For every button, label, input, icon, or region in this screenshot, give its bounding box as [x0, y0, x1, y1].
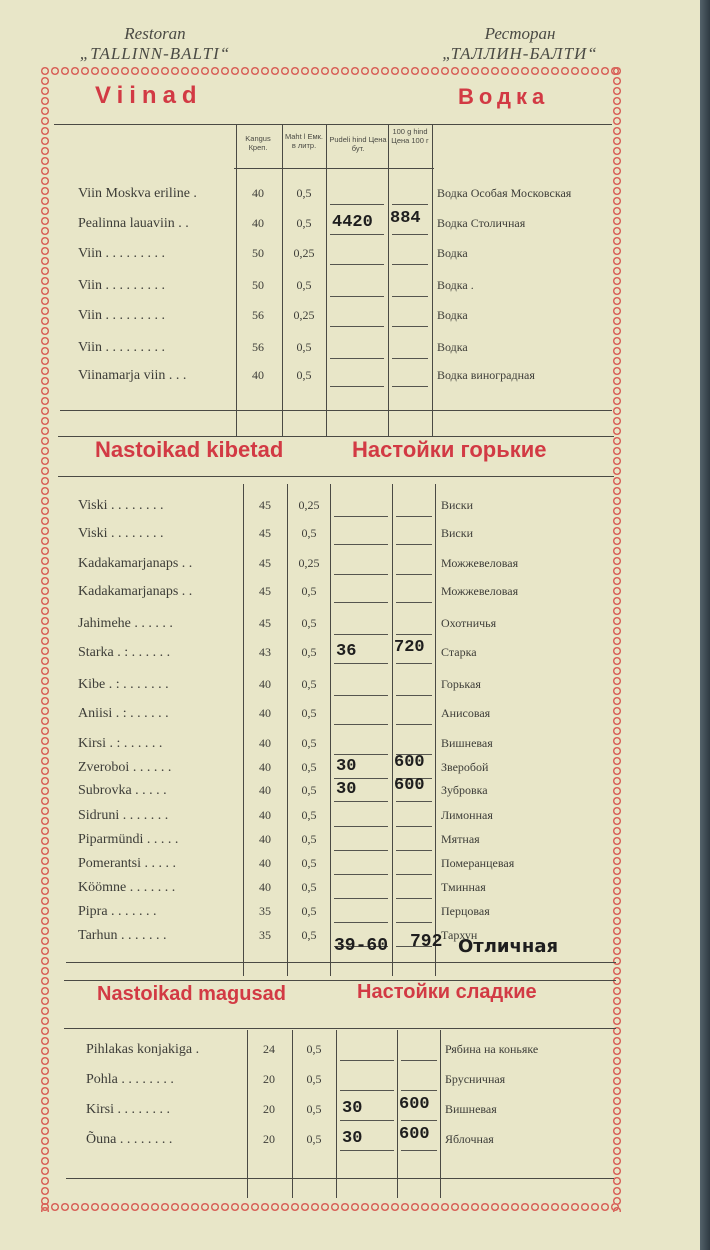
volume-value: 0,5 [306, 1132, 322, 1146]
100g-price-blank [401, 1060, 437, 1061]
volume-value: 0,5 [301, 645, 317, 659]
strength-value: 40 [259, 808, 271, 822]
menu-item-row [0, 706, 700, 734]
100g-price-blank [396, 801, 432, 802]
item-name-ru: Виски [441, 526, 474, 540]
item-name-ru: Вишневая [445, 1102, 497, 1116]
menu-item-row [0, 1125, 700, 1160]
volume-value: 0,5 [301, 760, 317, 774]
item-name-et: Õuna . . . . . . . . [86, 1132, 173, 1147]
menu-item-row [0, 677, 700, 705]
volume-value: 0,25 [298, 498, 320, 512]
100g-price-blank [396, 574, 432, 575]
item-name-et: Viin . . . . . . . . . [78, 308, 166, 323]
menu-item-row [0, 1042, 700, 1070]
volume-value: 0,25 [293, 308, 315, 322]
ornament-border-top [40, 66, 620, 76]
strength-value: 20 [263, 1102, 275, 1116]
100g-price-blank [396, 516, 432, 517]
item-name-et: Pihlakas konjakiga . [86, 1042, 200, 1057]
bottle-price: 36 [336, 642, 357, 661]
restaurant-name-et: „TALLINN-BALTI“ [79, 44, 231, 63]
item-name-ru: Водка Столичная [437, 216, 526, 230]
menu-item-row [0, 308, 700, 336]
100g-price-extra: 792 [410, 932, 443, 952]
menu-item-row [0, 1095, 700, 1130]
menu-item-row [0, 186, 700, 214]
100g-price-blank [396, 922, 432, 923]
100g-price-blank [396, 663, 432, 664]
item-name-ru: Вишневая [441, 736, 493, 750]
background-edge [700, 0, 710, 1250]
strength-value: 56 [252, 308, 264, 322]
volume-value: 0,5 [301, 783, 317, 797]
volume-value: 0,5 [301, 808, 317, 822]
bottle-price-blank [334, 544, 388, 545]
strength-value: 40 [252, 186, 264, 200]
item-name-ru: Тминная [441, 880, 486, 894]
100g-price-blank [392, 234, 428, 235]
100g-price-blank [396, 602, 432, 603]
bottle-price-blank [334, 695, 388, 696]
100g-price: 600 [399, 1095, 430, 1114]
item-name-et: Pohla . . . . . . . . [86, 1072, 174, 1087]
menu-item-row [0, 340, 700, 368]
item-name-et: Viin Moskva eriline . [78, 186, 197, 201]
item-name-ru: Рябина на коньяке [445, 1042, 539, 1056]
bottle-price-blank [340, 1090, 394, 1091]
column-header-100g-price: 100 g hind Цена 100 г [391, 127, 429, 145]
item-name-ru: Водка виноградная [437, 368, 535, 382]
bottle-price-blank [334, 898, 388, 899]
item-name-ru: Зверобой [441, 760, 489, 774]
rule [66, 1178, 614, 1179]
column-header-bottle-price: Pudeli hind Цена бут. [329, 135, 387, 153]
strength-value: 40 [259, 856, 271, 870]
section-title-vodka-ru: Водка [458, 84, 550, 109]
item-name-et: Viski . . . . . . . . [78, 498, 164, 513]
volume-value: 0,5 [301, 584, 317, 598]
strength-value: 45 [259, 616, 271, 630]
100g-price: 600 [399, 1125, 430, 1144]
item-name-ru: Померанцевая [441, 856, 515, 870]
item-name-ru: Перцовая [441, 904, 490, 918]
rule [60, 410, 612, 411]
volume-value: 0,5 [296, 278, 312, 292]
100g-price-blank [401, 1150, 437, 1151]
item-name-ru: Можжевеловая [441, 584, 519, 598]
item-name-et: Tarhun . . . . . . . [78, 928, 167, 943]
bottle-price-blank [334, 801, 388, 802]
menu-item-row [0, 209, 700, 244]
strength-value: 45 [259, 584, 271, 598]
item-name-et: Viin . . . . . . . . . [78, 246, 166, 261]
strength-value: 20 [263, 1072, 275, 1086]
item-name-ru: Водка [437, 340, 468, 354]
item-name-et: Viinamarja viin . . . [78, 368, 187, 383]
section-title-vodka-et: Viinad [95, 82, 203, 109]
bottle-price-blank [330, 264, 384, 265]
bottle-price-blank [330, 386, 384, 387]
item-name-ru: Виски [441, 498, 474, 512]
strength-value: 45 [259, 526, 271, 540]
section-title-sweet-et: Nastoikad magusad [97, 983, 286, 1005]
strength-value: 40 [259, 760, 271, 774]
volume-value: 0,5 [301, 904, 317, 918]
strength-value: 40 [259, 706, 271, 720]
bottle-price-blank [330, 296, 384, 297]
item-name-et: Viin . . . . . . . . . [78, 340, 166, 355]
item-name-ru: Водка . [437, 278, 474, 292]
column-header-volume: Maht l Емк. в литр. [284, 132, 324, 150]
100g-price: 884 [390, 209, 421, 228]
menu-item-row [0, 556, 700, 584]
menu-item-row [0, 278, 700, 306]
volume-value: 0,5 [301, 706, 317, 720]
strength-value: 40 [259, 783, 271, 797]
volume-value: 0,5 [306, 1102, 322, 1116]
volume-value: 0,25 [298, 556, 320, 570]
bottle-price-blank [334, 516, 388, 517]
volume-value: 0,5 [296, 340, 312, 354]
volume-value: 0,5 [301, 616, 317, 630]
item-name-et: Aniisi . : . . . . . . [78, 706, 169, 721]
bottle-price-blank [330, 358, 384, 359]
100g-price-blank [396, 826, 432, 827]
100g-price-blank [392, 358, 428, 359]
rule [58, 476, 614, 477]
bottle-price-blank [334, 754, 388, 755]
menu-item-row [0, 616, 700, 644]
item-name-ru: Водка Особая Московская [437, 186, 572, 200]
rule [54, 124, 612, 125]
volume-value: 0,5 [301, 856, 317, 870]
100g-price-blank [396, 634, 432, 635]
strength-value: 35 [259, 928, 271, 942]
item-name-et: Kirsi . : . . . . . . [78, 736, 163, 751]
strength-value: 40 [259, 832, 271, 846]
item-name-et: Kirsi . . . . . . . . [86, 1102, 170, 1117]
section-title-bitter-ru: Настойки горькие [352, 437, 547, 462]
item-name-et: Piparmündi . . . . . [78, 832, 179, 847]
100g-price-blank [396, 724, 432, 725]
item-name-ru: Горькая [441, 677, 481, 691]
bottle-price-blank [334, 574, 388, 575]
strength-value: 40 [252, 216, 264, 230]
menu-item-row [0, 584, 700, 612]
100g-price: 600 [394, 753, 425, 772]
100g-price-blank [396, 874, 432, 875]
100g-price-blank [401, 1090, 437, 1091]
bottle-price-blank [340, 1060, 394, 1061]
bottle-price-blank [334, 826, 388, 827]
strength-value: 56 [252, 340, 264, 354]
100g-price-blank [392, 204, 428, 205]
volume-value: 0,5 [306, 1072, 322, 1086]
bottle-price-blank [340, 1120, 394, 1121]
item-name-et: Viin . . . . . . . . . [78, 278, 166, 293]
item-name-ru: Охотничья [441, 616, 497, 630]
bottle-price: 30 [342, 1099, 363, 1118]
column-header-strength: Kangus Креп. [245, 134, 271, 152]
item-name-et: Pipra . . . . . . . [78, 904, 157, 919]
restaurant-label-ru: Ресторан [484, 24, 556, 43]
strength-value: 35 [259, 904, 271, 918]
volume-value: 0,5 [296, 186, 312, 200]
strength-value: 24 [263, 1042, 275, 1056]
100g-price-blank [392, 326, 428, 327]
100g-price-blank [392, 296, 428, 297]
item-name-et: Sidruni . . . . . . . [78, 808, 169, 823]
item-name-et: Zveroboi . . . . . . [78, 760, 172, 775]
bottle-price-blank [340, 1150, 394, 1151]
volume-value: 0,5 [301, 928, 317, 942]
bottle-price-blank [334, 634, 388, 635]
header-left [40, 24, 270, 64]
100g-price-blank [396, 544, 432, 545]
bottle-price-blank [334, 922, 388, 923]
ornament-border-bottom [40, 1202, 620, 1212]
menu-item-row [0, 776, 700, 811]
volume-value: 0,5 [301, 832, 317, 846]
bottle-price-blank [334, 850, 388, 851]
item-name-ru: Старка [441, 645, 477, 659]
restaurant-label-et: Restoran [124, 24, 186, 43]
strength-value: 40 [259, 736, 271, 750]
strength-value: 40 [259, 880, 271, 894]
100g-price-blank [392, 386, 428, 387]
volume-value: 0,25 [293, 246, 315, 260]
section-title-sweet-ru: Настойки сладкие [357, 981, 537, 1003]
item-name-et: Subrovka . . . . . [78, 783, 167, 798]
rule [234, 168, 434, 169]
volume-value: 0,5 [306, 1042, 322, 1056]
100g-price-blank [396, 850, 432, 851]
bottle-price-blank [334, 874, 388, 875]
bottle-price-blank [330, 204, 384, 205]
item-name-ru: Можжевеловая [441, 556, 519, 570]
volume-value: 0,5 [296, 216, 312, 230]
item-name-ru: Анисовая [441, 706, 491, 720]
menu-item-row [0, 526, 700, 554]
strength-value: 45 [259, 556, 271, 570]
item-name-ru: Водка [437, 308, 468, 322]
bottle-price-extra: 39-60 [334, 936, 389, 956]
item-name-et: Kadakamarjanaps . . [78, 556, 193, 571]
100g-price-blank [396, 898, 432, 899]
volume-value: 0,5 [301, 880, 317, 894]
rule [64, 1028, 616, 1029]
bottle-price-blank [334, 778, 388, 779]
menu-item-row [0, 638, 700, 673]
restaurant-name-ru: „ТАЛЛИН-БАЛТИ“ [442, 44, 598, 63]
item-name-et: Kadakamarjanaps . . [78, 584, 193, 599]
strength-value: 40 [252, 368, 264, 382]
bottle-price-blank [334, 663, 388, 664]
volume-value: 0,5 [296, 368, 312, 382]
item-name-ru: Тархун [441, 928, 478, 942]
item-name-et: Köömne . . . . . . . [78, 880, 176, 895]
100g-price: 600 [394, 776, 425, 795]
100g-price-blank [401, 1120, 437, 1121]
item-name-ru: Яблочная [445, 1132, 494, 1146]
item-name-et: Pomerantsi . . . . . [78, 856, 176, 871]
item-name-ru: Лимонная [441, 808, 493, 822]
item-name-ru: Зубровка [441, 783, 488, 797]
item-name-et: Jahimehe . . . . . . [78, 616, 173, 631]
bottle-price: 4420 [332, 213, 373, 232]
strength-value: 50 [252, 246, 264, 260]
menu-item-row [0, 498, 700, 526]
menu-item-row [0, 368, 700, 396]
menu-item-row [0, 1072, 700, 1100]
item-name-ru: Мятная [441, 832, 480, 846]
strength-value: 40 [259, 677, 271, 691]
100g-price-blank [392, 264, 428, 265]
strength-value: 43 [259, 645, 271, 659]
item-name-et: Pealinna lauaviin . . [78, 216, 189, 231]
menu-item-row [0, 246, 700, 274]
bottle-price: 30 [336, 780, 357, 799]
volume-value: 0,5 [301, 736, 317, 750]
100g-price-blank [396, 695, 432, 696]
bottle-price: 30 [342, 1129, 363, 1148]
item-name-et: Starka . : . . . . . . [78, 645, 171, 660]
strength-value: 20 [263, 1132, 275, 1146]
item-name-ru: Брусничная [445, 1072, 506, 1086]
bottle-price: 30 [336, 757, 357, 776]
bottle-price-blank [334, 602, 388, 603]
item-name-et: Viski . . . . . . . . [78, 526, 164, 541]
item-name-ru: Водка [437, 246, 468, 260]
strength-value: 45 [259, 498, 271, 512]
strength-value: 50 [252, 278, 264, 292]
bottle-price-blank [334, 724, 388, 725]
section-title-bitter-et: Nastoikad kibetad [95, 437, 284, 462]
volume-value: 0,5 [301, 677, 317, 691]
bottle-price-blank [330, 234, 384, 235]
volume-value: 0,5 [301, 526, 317, 540]
100g-price: 720 [394, 638, 425, 657]
bottle-price-blank [330, 326, 384, 327]
item-name-ru-extra: Отличная [458, 936, 559, 957]
header-right [405, 24, 635, 64]
item-name-et: Kibe . : . . . . . . . [78, 677, 169, 692]
